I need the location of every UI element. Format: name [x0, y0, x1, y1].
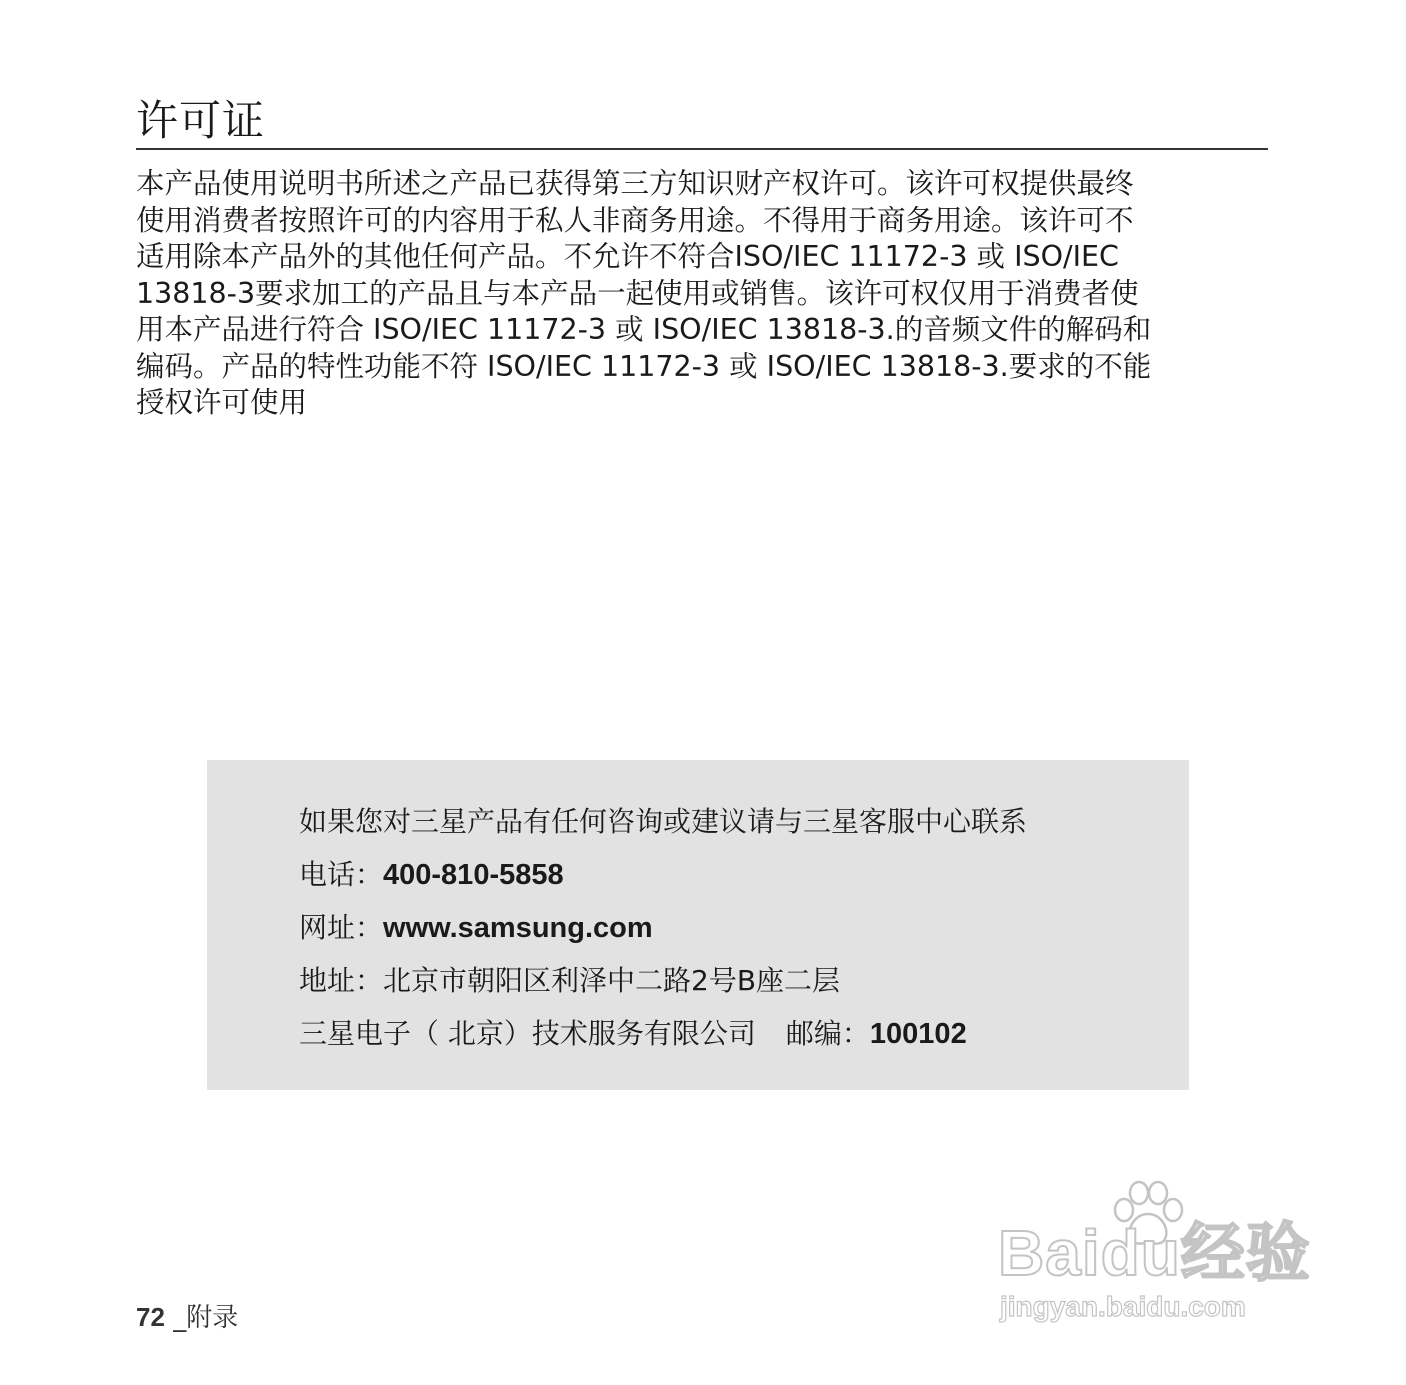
license-line: 本产品使用说明书所述之产品已获得第三方知识财产权许可。该许可权提供最终	[136, 167, 1134, 200]
postcode-value: 100102	[869, 1018, 967, 1050]
license-text	[136, 166, 1271, 422]
license-line: 适用除本产品外的其他任何产品。不允许不符合ISO/IEC 11172-3 或 ISO/IEC	[136, 240, 1119, 273]
address-label: 地址：	[299, 964, 384, 997]
contact-web	[299, 912, 1027, 944]
web-address: www.samsung.com	[383, 912, 653, 944]
license-line: 使用消费者按照许可的内容用于私人非商务用途。不得用于商务用途。该许可不	[136, 203, 1134, 237]
contact-intro: 如果您对三星产品有任何咨询或建议请与三星客服中心联系	[299, 805, 1028, 838]
baidu-watermark	[990, 1180, 1320, 1330]
phone-label: 电话：	[299, 858, 384, 891]
contact-address	[299, 965, 1027, 997]
license-line: 授权许可使用	[136, 386, 308, 419]
page-footer	[136, 1300, 238, 1335]
contact-lines	[299, 806, 1027, 1071]
contact-company	[299, 1018, 1027, 1050]
page-title: 许可证	[136, 96, 266, 145]
phone-number: 400-810-5858	[383, 859, 564, 891]
address-value: 北京市朝阳区利泽中二路2号B座二层	[383, 964, 841, 997]
license-line: 编码。产品的特性功能不符 ISO/IEC 11172-3 或 ISO/IEC 13818-3.要求的不能	[136, 349, 1152, 383]
section-name: _附录	[173, 1303, 239, 1333]
contact-phone	[299, 859, 1027, 891]
title-divider	[136, 148, 1268, 150]
watermark-brand: Baidu经验	[998, 1217, 1311, 1289]
license-line: 13818-3要求加工的产品且与本产品一起使用或销售。该许可权仅用于消费者使	[136, 276, 1139, 310]
contact-box	[207, 760, 1189, 1090]
web-label: 网址：	[299, 911, 384, 944]
license-line: 用本产品进行符合 ISO/IEC 11172-3 或 ISO/IEC 13818-3.的音频文件的解码和	[136, 313, 1152, 346]
postcode-label: 邮编：	[785, 1017, 870, 1050]
watermark-url: jingyan.baidu.com	[1000, 1291, 1246, 1322]
page-number: 72	[136, 1302, 165, 1332]
company-name: 三星电子（ 北京）技术服务有限公司	[299, 1017, 756, 1050]
